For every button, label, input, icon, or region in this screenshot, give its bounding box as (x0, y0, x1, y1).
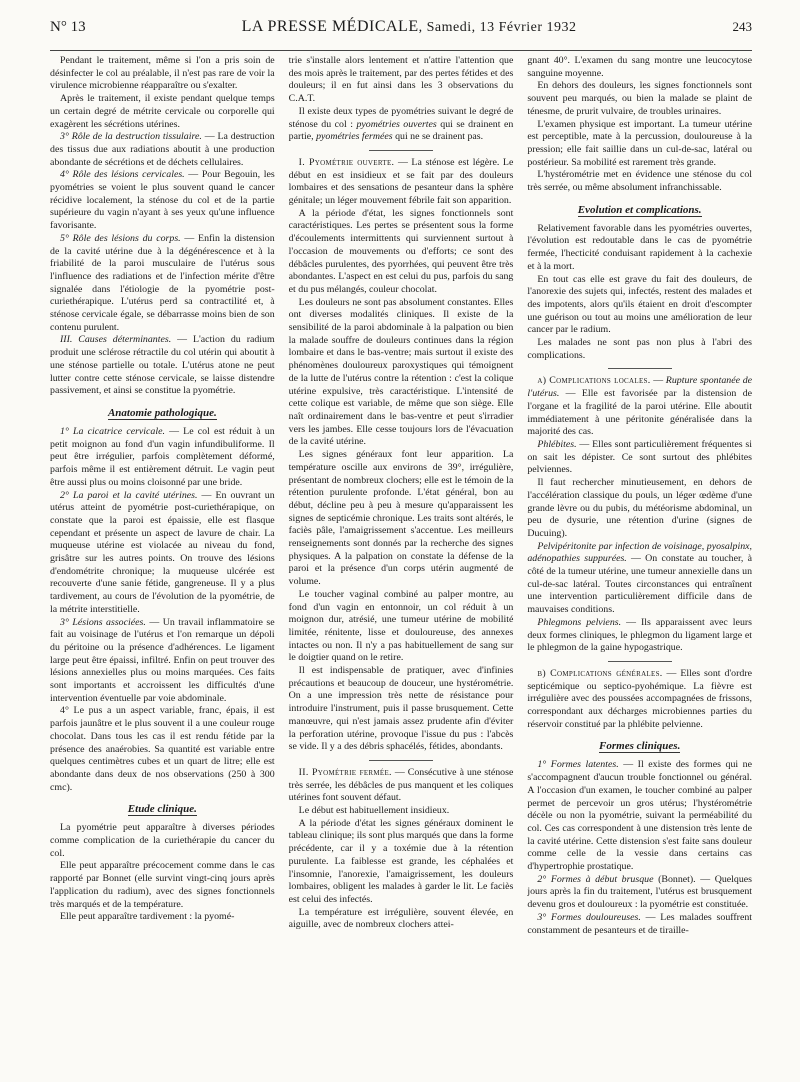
paragraph: Le toucher vaginal combiné au palper montre, au fond d'un vagin en entonnoir, un col réduit à un moignon dur, atrésié, une tumeur utérine de mobilité limitée, rénitente, lisse et douloureuse, des annexes intactes ou non. Il n'y a pas habituellement de sang sur le doigtier quand on le retire. (288, 588, 514, 664)
paragraph: Elle peut apparaître tardivement : la pyomé- (60, 911, 235, 923)
paragraph: La pyométrie peut apparaître à diverses périodes comme complication de la curiethérapie du cancer du col. (50, 822, 275, 859)
paragraph: Il existe deux types de pyométries suivant le degré de sténose du col : pyométries ouvertes qui se drainent en partie, pyométries fermées qui ne se drainent pas. (288, 105, 514, 143)
paragraph: Les signes généraux font leur apparition. La température oscille aux environs de 39°, irrégulière, présentant de nombreux clochers; elle est le témoin de la rétention purulente profonde. L'état général, bon au début, décline peu à peu à mesure qu'apparaissent les signes de septicémie chronique. Les traits sont altérés, le faciès pâle, l'amaigrissement s'accentue. Les meilleurs renseignements sont donnés par la recherche des signes physiques. A la palpation on constate la défense de la paroi et la présence d'un corps utérin augmenté de volume. (288, 449, 514, 588)
paragraph: L'examen physique est important. La tumeur utérine est perceptible, mate à la percussion, douloureuse à la pression; elle fait saillie dans un cul-de-sac, latéral ou postérieur. Sa mobilité est rarement très grande. (527, 118, 753, 168)
paragraph: gnant 40°. L'examen du sang montre une leucocytose sanguine moyenne. (527, 55, 753, 79)
separator-rule (369, 760, 433, 761)
journal-title (242, 18, 577, 36)
paragraph: Les malades ne sont pas non plus à l'abri des complications. (527, 337, 753, 361)
column-3 (527, 55, 752, 937)
paragraph (50, 334, 275, 398)
separator-rule (369, 150, 433, 151)
paragraph-label: 1° Formes latentes. (537, 759, 619, 771)
paragraph-text: — Elles sont d'ordre septicémique ou septico-pyohémique. La fièvre est irrégulière avec des poussées accompagnées de frissons, correspondant aux décharges microbiennes parties du réservoir constitué par la phlébite pelvienne. (527, 667, 753, 730)
paragraph: Pendant le traitement, même si l'on a pris soin de désinfecter le col au préalable, il n'est pas rare de voir la virulence microbienne réapparaître ou s'exalter. (50, 55, 275, 92)
section-heading-formes: Formes cliniques. (599, 740, 681, 753)
section-heading-evolution: Evolution et complications. (577, 203, 702, 216)
paragraph-text: — Enfin la distension de la cavité utérine due à la dégénérescence et à la friabilité de la paroi musculaire de l'utérus sous l'influence des radiations et de l'infection mérite d'être signalée dans l'étiologie de la pyométrie post-curiethérapique. L'utérus perd sa contractilité et, à sténose cervicale égale, se débarrasse moins bien de son contenu purulent. (50, 232, 275, 333)
paragraph: L'hystérométrie met en évidence une sténose du col très serrée, ou même absolument infranchissable. (527, 169, 753, 194)
separator-rule (608, 661, 672, 662)
paragraph-text: — Elle est favorisée par la distension de l'organe et la fragilité de la paroi utérine. Elle aboutit immédiatement à une péritonite généralisée dans la majorité des cas. (527, 388, 753, 438)
paragraph-label: 5° Rôle des lésions du corps. (60, 232, 181, 244)
paragraph-label: III. Causes déterminantes. (60, 334, 172, 346)
paragraph-text: — En ouvrant un utérus atteint de pyométrie post-curiethérapique, on constate que la paroi est épaissie, elle est flasque cependant et présente un aspect de lavure de chair. La muqueuse utérine est violacée au niveau du fond, grisâtre sur les autres points. On trouve des lésions d'endométrite chronique; la muqueuse ulcérée est recouverte d'une sanie fétide, gangreneuse. Il y a plus tardivement, au cours de l'évolution de la pyométrie, de la métrite interstitielle. (50, 489, 275, 615)
paragraph (50, 169, 275, 233)
paragraph-label: 2° Formes à début brusque (537, 873, 654, 885)
journal-name: LA PRESSE MÉDICALE (241, 18, 419, 35)
paragraph (50, 426, 275, 490)
paragraph: Relativement favorable dans les pyométries ouvertes, l'évolution est redoutable dans le cas de pyométrie fermée, l'hecticité conduisant rapidement à la cachexie et à la mort. (527, 222, 753, 272)
paragraph-label: 4° Rôle des lésions cervicales. (60, 169, 185, 181)
paragraph-text: — Les malades souffrent constamment de pesanteurs et de tiraille- (527, 911, 753, 936)
paragraph-label: Phlébites. (537, 438, 577, 450)
separator-rule (608, 368, 672, 369)
paragraph-text: — Un travail inflammatoire se fait au voisinage de l'utérus et l'on remarque un dépoli du péritoine ou la présence d'adhérences. Le ligament large peut être épaissi, infiltré. Enfin on peut trouver des lésions annexielles plus ou moins marquées. Ces faits sont importants et accroissent les difficultés d'une intervention éventuelle par voie abdominale. (50, 616, 275, 704)
paragraph-label: 1° La cicatrice cervicale. (60, 425, 165, 437)
paragraph: La température est irrégulière, souvent élevée, en aiguille, avec de nombreux clochers attei- (288, 906, 514, 931)
paragraph (50, 617, 275, 706)
page-number: 243 (732, 19, 752, 34)
paragraph: A la période d'état, les signes fonctionnels sont caractéristiques. Les pertes se présentent sous la forme d'écoulements intermittents qui surviennent surtout à l'occasion de mouvements ou d'efforts; ce sont des débâcles purulentes, des pyorrhées, qui peuvent être très abondantes. L'aspect en est celui du pus, parfois du sang et du pus mélangés, couleur chocolat. (288, 207, 514, 295)
paragraph (527, 439, 752, 477)
section-heading-etude-clinique: Etude clinique. (127, 803, 197, 816)
paragraph-text: — On constate au toucher, à côté de la tumeur utérine, une tumeur annexielle dans un cul-de-sac latéral. Toutes circonstances qui entraînent une intervention particulièrement difficile dans de mauvaises conditions. (527, 553, 753, 616)
paragraph-label: b) Complications générales. (537, 667, 663, 679)
paragraph: Après le traitement, il existe pendant quelque temps un certain degré de métrite cervicale ou corporelle qui exagèrent les sécrétions utérines. (50, 93, 275, 130)
paragraph-text: — Pour Begouin, les pyométries se voient le plus souvent quand le cancer récidive localement, la sténose du col et de la partie supérieure du vagin n'ayant à ses yeux qu'une influence favorisante. (50, 169, 275, 232)
paragraph-text: — La destruction des tissus due aux radiations aboutit à une production abondante de sécrétions et de déchets cellulaires. (50, 131, 275, 168)
paragraph: Le début est habituellement insidieux. (298, 805, 450, 817)
paragraph-label: Phlegmons pelviens. (537, 616, 622, 628)
paragraph-text: (Bonnet). — Quelques jours après la fin du traitement, l'utérus est brusquement devenu gros et douloureux : la pyométrie est constituée. (527, 873, 753, 911)
paragraph-text: — Ils apparaissent avec leurs deux formes cliniques, le phlegmon du ligament large et le phlegmon de la gaine hypogastrique. (527, 616, 753, 654)
paragraph (527, 541, 752, 617)
header-rule (50, 50, 752, 51)
paragraph-label: II. Pyométrie fermée. (298, 766, 392, 778)
paragraph: En tout cas elle est grave du fait des douleurs, de l'anorexie des sujets qui, infectés, restent des malades et des impotents, alors qu'ils étaient en droit d'escompter une guérison ou tout au moins une amélioration de leur cancer par le radium. (527, 273, 753, 336)
paragraph: A la période d'état les signes généraux dominent le tableau clinique; ils sont plus marqués que dans la forme précédente, car il y a toxémie due à la rétention purulente. La faiblesse est grande, les céphalées et l'insomnie, l'anorexie, l'amaigrissement, les douleurs lombaires, obligent les malades à garder le lit. Le faciès est celui des infectés. (288, 817, 514, 905)
paragraph-label: 2° La paroi et la cavité utérines. (60, 489, 198, 501)
paragraph-label: Pelvipéritonite par infection de voisinage, pyosalpinx, adénopathies suppurées. (527, 540, 753, 565)
paragraph-label: 3° Lésions associées. (60, 616, 146, 628)
paragraph (527, 759, 752, 873)
paragraph-text: — Consécutive à une sténose très serrée, les débâcles de pus manquent et les coliques utérines font souvent défaut. (288, 766, 514, 804)
paragraph (527, 668, 752, 732)
paragraph: trie s'installe alors lentement et n'attire l'attention que des mois après le traitement, par des pertes fétides et des douleurs; il en fut ainsi dans les 3 observations du C.A.T. (288, 55, 514, 105)
paragraph: Il faut rechercher minutieusement, en dehors de l'accélération classique du pouls, un léger œdème d'une grande lèvre ou du pubis, du météorisme abdominal, un peu de dysurie, une rétention d'urine (signes de Ducuing). (527, 477, 753, 539)
journal-date: , Samedi, 13 Février 1932 (418, 20, 577, 35)
issue-number: N° 13 (50, 19, 86, 35)
column-1 (50, 55, 275, 937)
paragraph-label: 3° Formes douloureuses. (537, 911, 641, 923)
paragraph (289, 767, 514, 805)
page-header (50, 18, 752, 42)
paragraph: Il est indispensable de pratiquer, avec d'infinies précautions et beaucoup de douceur, une hystérométrie. On a une impression très nette de résistance pour introduire l'instrument, puis il passe brusquement. Cette manœuvre, qui n'est jamais assez prudente afin d'éviter la perforation utérine, provoque l'issue du pus : l'abcès se vide. Il y a des débris sphacélés, fétides, abondants. (288, 665, 514, 753)
section-heading-anatomie: Anatomie pathologique. (107, 406, 217, 419)
paragraph-text: — Il existe des formes qui ne s'accompagnent d'aucun trouble fonctionnel ou général. A l'occasion d'un examen, le toucher combiné au palper permet de percevoir un gros utérus; l'hystérométrie décèle ou non la pyométrie, suivant la perméabilité du col. Ces cas correspondent à une distension très lente de la cavité utérine. Cette distension s'est faite sans douleur comme celle de la vessie dans certains cas d'hypertrophie prostatique. (527, 759, 753, 873)
paragraph: En dehors des douleurs, les signes fonctionnels sont souvent peu marqués, ou bien la malade se plaint de ténesme, de prurit vulvaire, de troubles urinaires. (527, 80, 753, 117)
paragraph-text: — L'action du radium produit une sclérose rétractile du col utérin qui aboutit à une sténose partielle ou totale. L'utérus atone ne peut lutter contre cette sténose cervicale, se laisse distendre passivement, et ainsi se constitue la pyométrie. (50, 334, 275, 397)
paragraph (527, 874, 752, 912)
paragraph (527, 617, 752, 655)
paragraph: 4° Le pus a un aspect variable, franc, épais, il est parfois jaunâtre et le plus souvent il a une couleur rouge chocolat. Dans tous les cas il est rendu fétide par la présence des anaérobies. Sa quantité est variable entre quelques centimètres cubes et un quart de litre; elle est abondante dans deux de nos observations (250 à 300 cmc). (50, 705, 275, 793)
term-open: pyométries ouvertes (356, 118, 437, 130)
paragraph (527, 912, 752, 937)
paragraph (50, 131, 275, 169)
term-closed: pyométries fermées (316, 131, 393, 143)
paragraph-text: — Elles sont particulièrement fréquentes si on sait les dépister. Ce sont surtout des phlébites pelviennes. (527, 438, 753, 476)
column-2 (289, 55, 514, 937)
paragraph: a) Complications locales. — Rupture spontanée de l'utérus. — Elle est favorisée par la distension de l'organe et la fragilité de la paroi utérine. Elle aboutit immédiatement à une péritonite généralisée dans la majorité des cas. (527, 375, 753, 438)
paragraph-label: I. Pyométrie ouverte. (298, 156, 395, 168)
paragraph-label: 3° Rôle de la destruction tissulaire. (60, 131, 202, 143)
paragraph (289, 157, 514, 208)
paragraph-text: — Le col est réduit à un petit moignon au fond d'un vagin infundibuliforme. Il peut être irrégulier, parfois complètement déformé, parfois même il est entièrement détruit. Le vagin peut être aussi plus ou moins cloisonné par une bride. (50, 425, 275, 488)
paragraph-text: — La sténose est légère. Le début en est insidieux et se fait par des douleurs lombaires et des sensations de pesanteur dans la sphère génitale; un léger mouvement fébrile fait son apparition. (288, 156, 514, 207)
paragraph (50, 490, 275, 617)
paragraph-sublabel: Rupture spontanée de l'utérus. (527, 375, 753, 400)
paragraph (50, 233, 275, 335)
text-columns (50, 55, 752, 937)
paragraph: Elle peut apparaître précocement comme dans le cas rapporté par Bonnet (elle survint vingt-cinq jours après l'application du radium), avec des signes fonctionnels très marqués et de la température. (50, 860, 275, 910)
paragraph-label: a) Complications locales. (537, 375, 651, 387)
paragraph: Les douleurs ne sont pas absolument constantes. Elles ont diverses modalités cliniques. Il existe de la sensibilité de la paroi abdominale à la palpation ou bien la malade souffre de douleurs continues dans la région lombaire et dans le bas-ventre; mais surtout il existe des phénomènes douloureux paroxystiques qui témoignent de la lutte de l'utérus contre la rétention : c'est la colique utérine expulsive, très caractéristique. L'intensité de cette colique est variable, de même que son siège. Elle naît ordinairement dans le bas-ventre et peut s'irradier vers les jambes. Elle cesse toujours lors de l'évacuation de la cavité utérine. (288, 296, 514, 448)
